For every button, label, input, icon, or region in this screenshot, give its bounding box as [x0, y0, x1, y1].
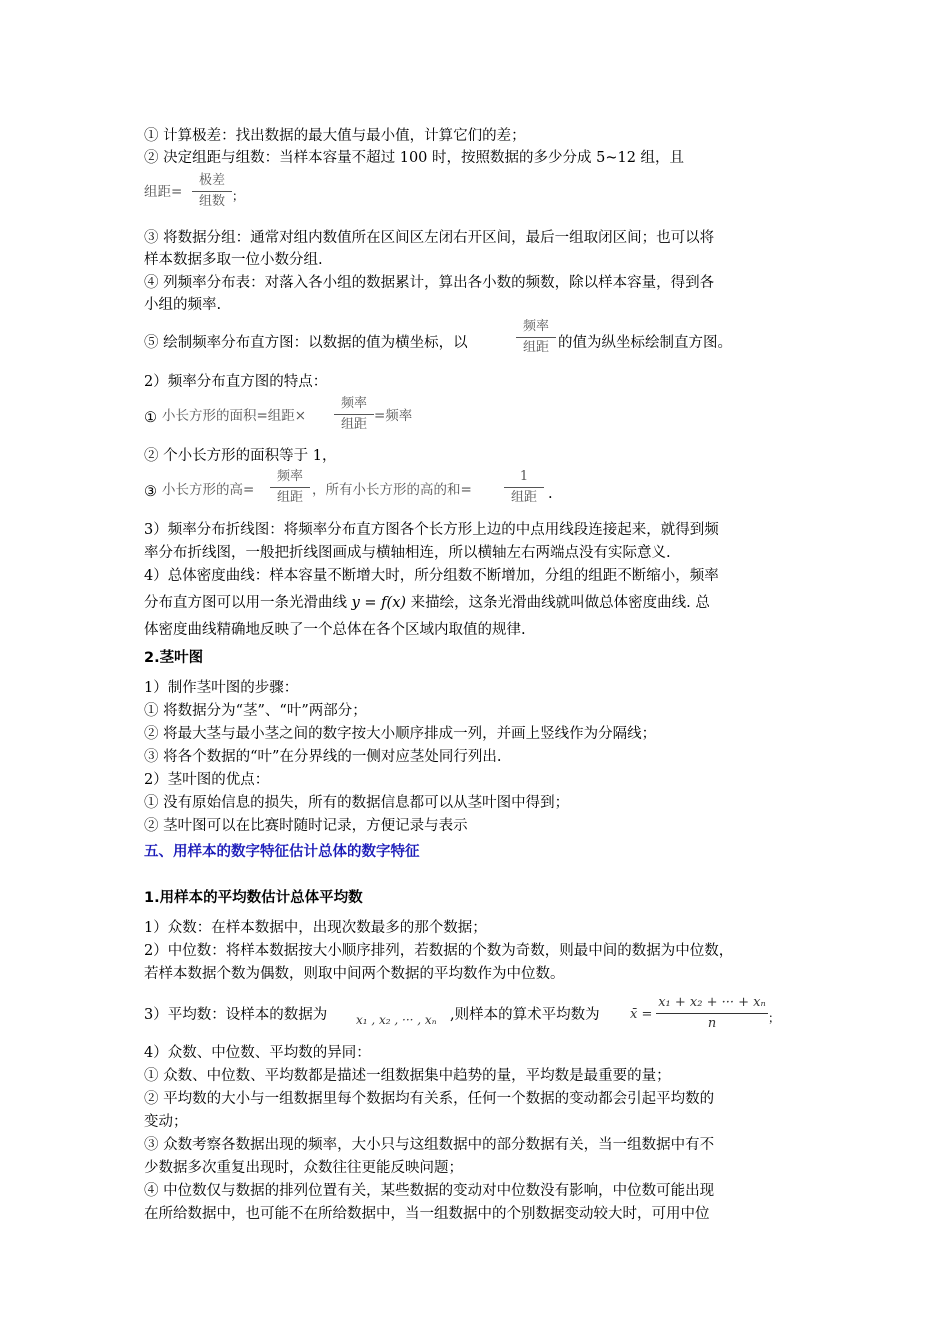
fraction-numerator: 1 — [519, 469, 529, 484]
fraction-numerator: 极差 — [198, 173, 225, 188]
step-group-size: ② 决定组距与组数：当样本容量不超过 100 时，按照数据的多少分成 5~12 组，且 — [144, 150, 685, 166]
fraction-bar — [270, 487, 310, 488]
step-grouping-a: ③ 将数据分组：通常对组内数值所在区间区左闭右开区间，最后一组取闭区间；也可以将 — [144, 230, 715, 246]
stem-step-1: ① 将数据分为“茎”、“叶”两部分； — [144, 703, 367, 719]
compare-title: 4）众数、中位数、平均数的异同： — [144, 1045, 371, 1061]
heading-mean: 1.用样本的平均数估计总体平均数 — [144, 890, 363, 906]
compare-2a: ② 平均数的大小与一组数据里每个数据均有关系，任何一个数据的变动都会引起平均数的 — [144, 1091, 715, 1107]
fraction-bar — [516, 337, 556, 338]
fraction-bar — [504, 487, 544, 488]
heading-stem-leaf: 2.茎叶图 — [144, 650, 204, 666]
feature-3-text-b: ，所有小长方形的高的和= — [312, 482, 472, 498]
compare-2b: 变动； — [144, 1114, 188, 1130]
fraction-one-over-width — [504, 468, 544, 507]
fraction-denominator: 组距 — [510, 490, 537, 505]
formula-suffix: ； — [232, 189, 245, 203]
compare-3b: 少数据多次重复出现时，众数往往更能反映问题； — [144, 1160, 463, 1176]
median-def-b: 若样本数据个数为偶数，则取中间两个数据的平均数作为中位数。 — [144, 966, 565, 982]
density-b-post: 来描绘，这条光滑曲线就叫做总体密度曲线. 总 — [410, 595, 710, 611]
density-c: 体密度曲线精确地反映了一个总体在各个区域内取值的规律. — [144, 622, 526, 638]
step-grouping-b: 样本数据多取一位小数分组. — [144, 252, 323, 268]
feature-3-text-a: 小长方形的高= — [162, 482, 255, 498]
density-b — [144, 593, 710, 613]
fraction-denominator: 组距 — [276, 490, 303, 505]
formula-group-size — [144, 182, 182, 202]
fraction-numerator: 频率 — [276, 469, 303, 484]
fraction-freq-over-width — [334, 395, 374, 434]
stem-step-2: ② 将最大茎与最小茎之间的数字按大小顺序排成一列，并画上竖线作为分隔线； — [144, 726, 657, 742]
stem-step-3: ③ 将各个数据的“叶”在分界线的一侧对应茎处同行列出. — [144, 749, 502, 765]
fraction-numerator: 频率 — [522, 319, 549, 334]
stem-steps-title: 1）制作茎叶图的步骤： — [144, 680, 299, 696]
compare-1: ① 众数、中位数、平均数都是描述一组数据集中趋势的量，平均数是最重要的量； — [144, 1068, 671, 1084]
feature-3-marker: ③ — [144, 484, 157, 500]
feature-3-end: . — [548, 486, 553, 502]
fraction-numerator: 频率 — [340, 396, 367, 411]
heading-section-five: 五、用样本的数字特征估计总体的数字特征 — [144, 844, 420, 860]
density-a: 4）总体密度曲线：样本容量不断增大时，所分组数不断增加，分组的组距不断缩小，频率 — [144, 568, 719, 584]
fraction-mean — [656, 994, 768, 1033]
feature-1-marker: ① — [144, 410, 157, 426]
compare-4a: ④ 中位数仅与数据的排列位置有关，某些数据的变动对中位数没有影响，中位数可能出现 — [144, 1183, 715, 1199]
mean-lhs: x̄ = — [630, 1007, 653, 1022]
fraction-denominator: 组数 — [198, 194, 225, 209]
polygon-a: 3）频率分布折线图：将频率分布直方图各个长方形上边的中点用线段连接起来，就得到频 — [144, 522, 719, 538]
stem-advantage-2: ② 茎叶图可以在比赛时随时记录，方便记录与表示 — [144, 818, 468, 834]
feature-2: ② 个小长方形的面积等于 1， — [144, 448, 337, 464]
density-b-pre: 分布直方图可以用一条光滑曲线 — [144, 595, 347, 611]
mean-data-sequence: x₁ , x₂ , ··· , xₙ — [356, 1013, 437, 1027]
compare-4b: 在所给数据中，也可能不在所给数据中，当一组数据中的个别数据变动较大时，可用中位 — [144, 1206, 710, 1222]
stem-advantage-1: ① 没有原始信息的损失，所有的数据信息都可以从茎叶图中得到； — [144, 795, 570, 811]
formula-prefix: 组距= — [144, 184, 183, 200]
feature-1-text-a: 小长方形的面积=组距× — [162, 408, 307, 424]
density-formula: y = f(x) — [351, 595, 407, 611]
section-histogram-features: 2）频率分布直方图的特点： — [144, 374, 328, 390]
fraction-bar — [656, 1013, 768, 1014]
fraction-denominator: n — [707, 1016, 717, 1031]
mean-def-pre: 3）平均数：设样本的数据为 — [144, 1007, 328, 1023]
fraction-numerator: x₁ + x₂ + ··· + xₙ — [658, 995, 766, 1010]
fraction-freq-over-width — [270, 468, 310, 507]
stem-advantages-title: 2）茎叶图的优点： — [144, 772, 270, 788]
fraction-bar — [334, 414, 374, 415]
median-def-a: 2）中位数：将样本数据按大小顺序排列，若数据的个数为奇数，则最中间的数据为中位数， — [144, 943, 734, 959]
fraction-bar — [192, 191, 232, 192]
step-table-b: 小组的频率. — [144, 297, 222, 313]
mean-def-end: ； — [768, 1011, 781, 1025]
step-histogram-pre: ⑤ 绘制频率分布直方图：以数据的值为横坐标，以 — [144, 335, 468, 351]
step-histogram-post: 的值为纵坐标绘制直方图。 — [558, 335, 732, 351]
step-range: ① 计算极差：找出数据的最大值与最小值，计算它们的差； — [144, 128, 526, 144]
step-table-a: ④ 列频率分布表：对落入各小组的数据累计，算出各小数的频数，除以样本容量，得到各 — [144, 275, 715, 291]
fraction-range-over-count — [192, 172, 232, 211]
polygon-b: 率分布折线图，一般把折线图画成与横轴相连，所以横轴左右两端点没有实际意义. — [144, 545, 671, 561]
fraction-denominator: 组距 — [340, 417, 367, 432]
compare-3a: ③ 众数考察各数据出现的频率，大小只与这组数据中的部分数据有关，当一组数据中有不 — [144, 1137, 715, 1153]
mode-def: 1）众数：在样本数据中，出现次数最多的那个数据； — [144, 920, 487, 936]
fraction-denominator: 组距 — [522, 340, 549, 355]
feature-1-text-b: =频率 — [374, 408, 413, 424]
mean-def-mid: ,则样本的算术平均数为 — [450, 1007, 600, 1023]
fraction-freq-over-width — [516, 318, 556, 357]
